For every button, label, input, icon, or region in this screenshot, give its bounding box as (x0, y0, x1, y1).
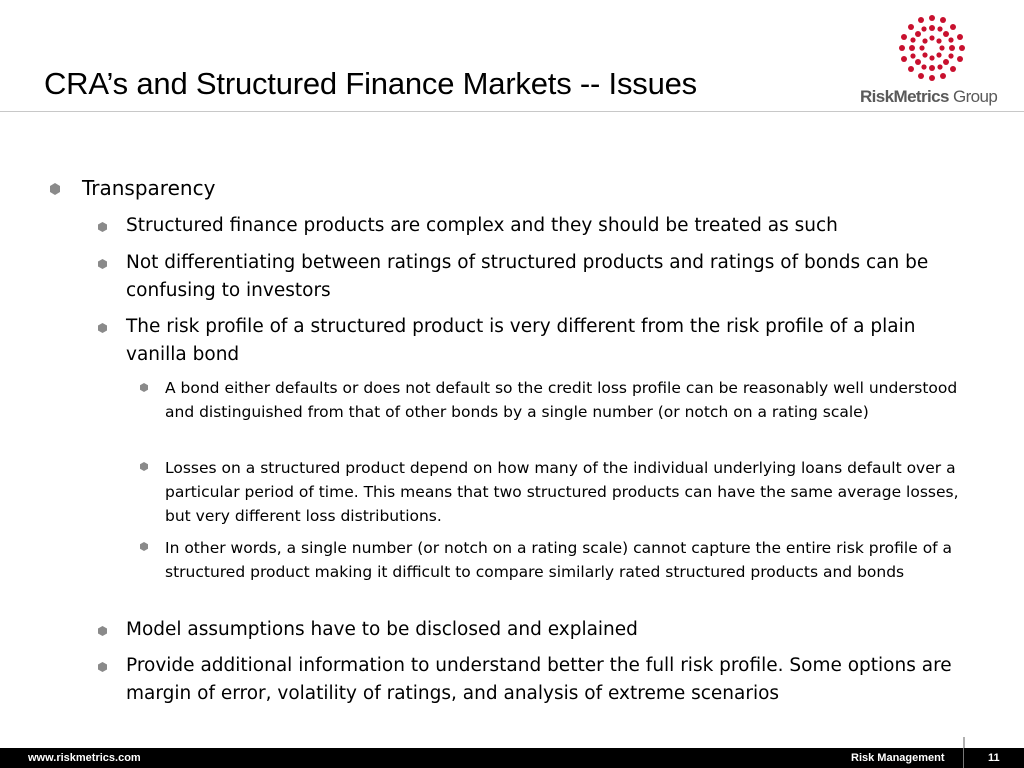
title-divider (0, 111, 1024, 112)
logo-brand-regular: Group (952, 87, 998, 106)
company-logo (858, 12, 1008, 107)
footer-section: Risk Management (851, 752, 945, 764)
dot-burst-logo-icon (896, 12, 968, 84)
bullet-not-differentiating: Not differentiating between ratings of structured products and ratings of bonds can be confusing to investors (126, 252, 929, 301)
bullet-icon (98, 662, 107, 672)
bullet-icon (140, 462, 148, 471)
bullet-icon (98, 259, 107, 269)
page-number: 11 (988, 752, 1000, 764)
bullet-transparency: Transparency (82, 176, 216, 200)
bullet-structured-finance-complex: Structured finance products are complex and they should be treated as such (126, 215, 838, 236)
footer-bar (0, 748, 1024, 768)
footer-separator (963, 748, 964, 768)
bullet-icon (49, 183, 61, 195)
bullet-losses-structured-product: Losses on a structured product depend on how many of the individual underlying loans default over a particular period of time. This means that two structured products can have the same average losses, but very different loss distributions. (165, 459, 959, 525)
bullet-additional-information: Provide additional information to understand better the full risk profile. Some options are margin of error, volatility of ratings, and analysis of extreme scenarios (126, 655, 952, 704)
bullet-icon (98, 222, 107, 232)
bullet-icon (140, 383, 148, 392)
slide-title: CRA’s and Structured Finance Markets -- Issues (44, 66, 697, 101)
bullet-icon (98, 626, 107, 636)
bullet-single-number: In other words, a single number (or notch on a rating scale) cannot capture the entire risk profile of a structured product making it difficult to compare similarly rated structured products and bonds (165, 539, 953, 581)
bullet-bond-defaults: A bond either defaults or does not default so the credit loss profile can be reasonably well understood and distinguished from that of other bonds by a single number (or notch on a rating scale) (165, 379, 958, 421)
bullet-icon (140, 542, 148, 551)
bullet-icon (98, 323, 107, 333)
bullet-model-assumptions: Model assumptions have to be disclosed and explained (126, 619, 638, 640)
footer-url: www.riskmetrics.com (28, 752, 141, 764)
company-logo-wordmark (860, 87, 997, 107)
logo-brand-bold: RiskMetrics (860, 87, 949, 106)
bullet-risk-profile-different: The risk profile of a structured product is very different from the risk profile of a plain vanilla bond (126, 316, 916, 365)
